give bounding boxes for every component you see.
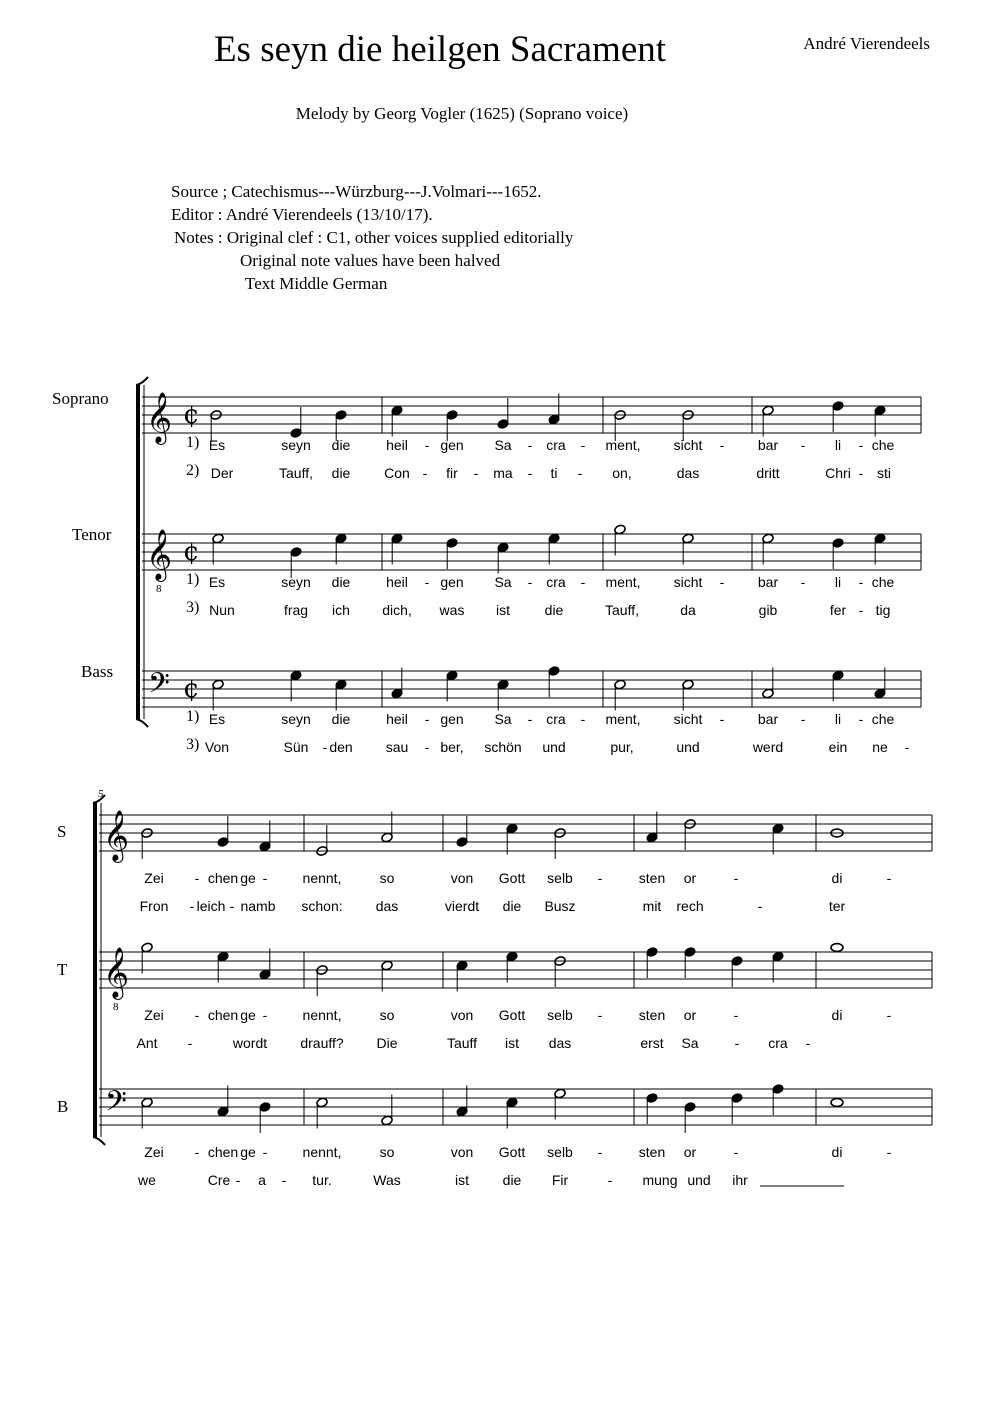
tenor-lyric-2-verse-3: Die [376,1035,398,1051]
tenor-lyric-2-verse-1: nennt, [302,1007,342,1023]
tenor-lyric-2-verse-3: Sa [681,1035,699,1051]
tenor-lyric-2-verse-3: - [734,1035,740,1051]
bass-lyric-verse-3: und [676,739,700,755]
soprano-lyric-verse-2: ma [493,465,513,481]
bass-lyric-verse-1: sicht [673,711,703,727]
soprano-lyric-2-verse-2: - [229,898,235,914]
tenor-lyric-verse-1: seyn [281,574,311,590]
bass-lyric-2-verse-1: selb [547,1144,573,1160]
bass-lyric-verse-3: - [424,739,430,755]
soprano-lyric-2-verse-1: - [194,870,200,886]
soprano-lyric-verse-2: die [331,465,351,481]
bracket-cap-top [136,377,148,385]
tenor-lyric-verse-3: - [858,602,864,618]
soprano-lyric-2-verse-1: ge [240,870,256,886]
bass-lyric-verse-3: pur, [610,739,634,755]
soprano-lyric-2-verse-1: sten [638,870,666,886]
bass-lyric-verse-1: seyn [281,711,311,727]
tenor-2-note [831,944,843,952]
tenor-lyric-2-verse-1: di [831,1007,843,1023]
tenor-lyric-verse-1: die [331,574,351,590]
bass-lyric-2-verse-3: die [502,1172,522,1188]
tenor-lyric-verse-1: - [858,574,864,590]
tenor-lyric-verse-3: dich, [382,602,412,618]
tenor-lyric-verse-3: ist [496,602,510,618]
soprano-lyric-2-verse-1: chen [207,870,239,886]
soprano-lyric-verse-2: ti [550,465,558,481]
soprano-lyric-verse-1: - [800,437,806,453]
soprano-lyric-2-verse-1: selb [547,870,573,886]
bass-lyric-verse-3: den [329,739,353,755]
bass-lyric-verse-1: - [858,711,864,727]
tenor-lyric-2-verse-1: ge [240,1007,256,1023]
soprano-lyric-verse-1: che [871,437,895,453]
voice-label-bass: Bass [81,662,114,681]
subtitle: Melody by Georg Vogler (1625) (Soprano voice) [295,104,629,123]
soprano-lyric-2-verse-2: schon: [301,898,343,914]
info-notes: Notes : Original clef : C1, other voices supplied editorially [174,228,574,247]
soprano-lyric-verse-1: ment, [605,437,641,453]
bass-lyric-2-verse-1: Gott [498,1144,526,1160]
time-signature: ¢ [183,674,200,704]
tenor-lyric-2-verse-1: chen [207,1007,239,1023]
bass-lyric-2-verse-1: - [194,1144,200,1160]
verse-number: 1) [186,571,200,588]
tenor-lyric-verse-1: ment, [605,574,641,590]
tenor-lyric-verse-3: fer [829,602,847,618]
soprano-lyric-verse-1: heil [386,437,408,453]
tenor-lyric-2-verse-1: - [886,1007,892,1023]
bass-lyric-verse-3: und [542,739,566,755]
soprano-lyric-verse-1: sicht [673,437,703,453]
soprano-lyric-2-verse-2: das [375,898,399,914]
tenor-lyric-verse-3: die [544,602,564,618]
bass-clef-icon: 𝄢 [148,667,170,707]
bass-clef-icon: 𝄢 [105,1085,127,1125]
bass-lyric-verse-1: li [834,711,842,727]
bass-lyric-2-verse-1: - [597,1144,603,1160]
bass-lyric-verse-3: Sün [283,739,309,755]
bass-lyric-verse-1: - [719,711,725,727]
soprano-lyric-verse-1: - [580,437,586,453]
bass-lyric-verse-3: schön [484,739,522,755]
soprano-lyric-verse-1: gen [440,437,464,453]
soprano-lyric-2-verse-2: ter [828,898,846,914]
soprano-lyric-verse-2: sti [877,465,891,481]
tenor-lyric-2-verse-3: - [805,1035,811,1051]
soprano-lyric-verse-2: Con [384,465,410,481]
tenor-lyric-verse-3: was [439,602,465,618]
tenor-lyric-verse-3: tig [875,602,891,618]
soprano-lyric-2-verse-1: - [733,870,739,886]
tenor-lyric-2-verse-1: Gott [498,1007,526,1023]
octave-mark: 8 [156,583,162,595]
tenor-lyric-verse-1: li [834,574,842,590]
soprano-lyric-verse-2: Der [210,465,234,481]
bass-lyric-verse-1: cra [546,711,566,727]
soprano-lyric-verse-2: - [577,465,583,481]
tenor-lyric-verse-1: Sa [494,574,512,590]
soprano-lyric-2-verse-2: namb [240,898,276,914]
bass-lyric-verse-1: ment, [605,711,641,727]
soprano-lyric-verse-1: seyn [281,437,311,453]
tenor-lyric-2-verse-1: - [262,1007,268,1023]
soprano-lyric-verse-2: fir [446,465,458,481]
bass-lyric-verse-1: - [424,711,430,727]
soprano-lyric-2-verse-2: rech [676,898,704,914]
soprano-lyric-2-verse-2: Fron [139,898,169,914]
soprano-lyric-verse-1: Sa [494,437,512,453]
treble-clef-icon: 𝄞 [146,529,173,580]
voice-label-s: S [57,822,67,841]
bass-lyric-verse-3: ne [872,739,888,755]
bass-lyric-verse-1: bar [757,711,779,727]
verse-number: 1) [186,434,200,451]
soprano-lyric-2-verse-1: - [262,870,268,886]
bass-lyric-2-verse-1: nennt, [302,1144,342,1160]
soprano-lyric-verse-1: - [424,437,430,453]
info-editor: Editor : André Vierendeels (13/10/17). [171,205,433,224]
bass-lyric-2-verse-3: - [607,1172,613,1188]
bass-lyric-2-verse-3: Cre [207,1172,231,1188]
bass-lyric-verse-1: die [331,711,351,727]
soprano-lyric-verse-1: - [858,437,864,453]
bass-lyric-verse-3: Von [204,739,230,755]
bass-lyric-2-verse-1: or [683,1144,697,1160]
tenor-lyric-2-verse-1: von [450,1007,474,1023]
measure-number: 5 [98,788,104,800]
bass-lyric-2-verse-1: - [733,1144,739,1160]
voice-label-t: T [57,960,68,979]
bass-lyric-verse-3: - [904,739,910,755]
tenor-lyric-2-verse-1: - [733,1007,739,1023]
verse-number: 3) [186,599,200,616]
voice-label-soprano: Soprano [52,389,109,408]
tenor-lyric-verse-1: - [719,574,725,590]
bass-lyric-verse-3: werd [752,739,784,755]
voice-label-b: B [57,1097,69,1116]
tenor-lyric-verse-3: da [680,602,696,618]
tenor-lyric-2-verse-3: wordt [232,1035,268,1051]
bass-lyric-verse-1: heil [386,711,408,727]
tenor-lyric-verse-1: sicht [673,574,703,590]
tenor-lyric-verse-1: Es [208,574,226,590]
time-signature: ¢ [183,537,200,567]
treble-clef-icon: 𝄞 [103,947,130,998]
bracket-cap-top [93,795,105,803]
bass-lyric-2-verse-3: a [258,1172,266,1188]
voice-label-tenor: Tenor [72,525,112,544]
bracket-cap-bottom [136,719,148,727]
tenor-lyric-2-verse-1: sten [638,1007,666,1023]
tenor-lyric-2-verse-1: so [379,1007,395,1023]
soprano-lyric-verse-2: das [676,465,700,481]
bass-lyric-2-verse-1: sten [638,1144,666,1160]
tenor-lyric-verse-1: cra [546,574,566,590]
tenor-lyric-verse-3: Nun [209,602,235,618]
bass-lyric-verse-3: - [322,739,328,755]
bass-lyric-2-verse-1: - [262,1144,268,1160]
soprano-lyric-2-verse-2: mit [642,898,662,914]
bass-lyric-verse-1: gen [440,711,464,727]
bass-lyric-verse-3: ber, [440,739,464,755]
soprano-lyric-verse-2: - [858,465,864,481]
tenor-lyric-2-verse-1: Zei [144,1007,164,1023]
soprano-lyric-verse-2: dritt [756,465,780,481]
tenor-lyric-2-verse-1: - [194,1007,200,1023]
soprano-lyric-verse-1: bar [757,437,779,453]
soprano-lyric-verse-1: Es [208,437,226,453]
soprano-lyric-2-verse-1: Gott [498,870,526,886]
tenor-lyric-2-verse-1: - [597,1007,603,1023]
soprano-lyric-verse-1: li [834,437,842,453]
verse-number: 3) [186,736,200,753]
verse-number: 1) [186,708,200,725]
tenor-lyric-verse-3: ich [332,602,350,618]
soprano-lyric-2-verse-2: - [757,898,763,914]
tenor-lyric-2-verse-3: drauff? [300,1035,344,1051]
bass-lyric-verse-3: sau [385,739,409,755]
soprano-lyric-verse-2: on, [612,465,632,481]
bass-lyric-verse-1: - [527,711,533,727]
soprano-lyric-verse-2: - [473,465,479,481]
soprano-lyric-2-verse-2: - [189,898,195,914]
bass-lyric-2-verse-3: - [235,1172,241,1188]
bass-lyric-2-verse-3: - [281,1172,287,1188]
tenor-lyric-2-verse-3: ist [505,1035,519,1051]
tenor-lyric-2-verse-1: or [683,1007,697,1023]
tenor-lyric-verse-3: gib [758,602,778,618]
bass-lyric-verse-3: ein [828,739,848,755]
tenor-lyric-verse-1: - [580,574,586,590]
bracket-cap-bottom [93,1137,105,1145]
tenor-lyric-2-verse-3: - [187,1035,193,1051]
bass-lyric-2-verse-3: tur. [312,1172,332,1188]
page-title: Es seyn die heilgen Sacrament [213,29,667,70]
soprano-lyric-verse-1: - [527,437,533,453]
bass-lyric-2-verse-1: Zei [144,1144,164,1160]
bass-lyric-verse-1: Es [208,711,226,727]
soprano-lyric-2-verse-2: Busz [544,898,576,914]
soprano-lyric-2-verse-1: - [886,870,892,886]
soprano-lyric-verse-2: Chri [825,465,851,481]
soprano-lyric-verse-1: cra [546,437,566,453]
time-signature: ¢ [183,400,200,430]
verse-number: 2) [186,462,200,479]
bass-lyric-verse-1: che [871,711,895,727]
soprano-lyric-2-verse-1: di [831,870,843,886]
bass-lyric-2-verse-3: Fir [551,1172,569,1188]
soprano-lyric-2-verse-1: nennt, [302,870,342,886]
tenor-lyric-verse-1: - [800,574,806,590]
bass-lyric-verse-1: - [580,711,586,727]
soprano-lyric-2-verse-1: or [683,870,697,886]
info-source: Source ; Catechismus---Würzburg---J.Volmari---1652. [171,182,542,201]
tenor-lyric-verse-1: heil [386,574,408,590]
soprano-lyric-verse-2: - [422,465,428,481]
soprano-lyric-verse-1: - [719,437,725,453]
octave-mark: 8 [113,1001,119,1013]
bass-lyric-verse-1: - [800,711,806,727]
bass-lyric-2-verse-3: Was [373,1172,401,1188]
bass-lyric-2-verse-3: mung [642,1172,678,1188]
tenor-lyric-2-verse-3: erst [640,1035,664,1051]
tenor-lyric-verse-3: frag [283,602,309,618]
bass-lyric-2-verse-1: ge [240,1144,256,1160]
treble-clef-icon: 𝄞 [103,810,130,861]
tenor-lyric-verse-1: gen [440,574,464,590]
bass-lyric-2-verse-1: so [379,1144,395,1160]
tenor-lyric-verse-1: - [527,574,533,590]
bass-lyric-2-verse-3: we [138,1172,156,1188]
tenor-lyric-2-verse-3: das [548,1035,572,1051]
tenor-lyric-verse-3: Tauff, [605,602,639,618]
tenor-lyric-verse-1: che [871,574,895,590]
tenor-lyric-2-verse-3: cra [768,1035,788,1051]
tenor-lyric-2-verse-1: selb [547,1007,573,1023]
soprano-lyric-2-verse-1: Zei [144,870,164,886]
soprano-lyric-2-verse-2: vierdt [444,898,480,914]
tenor-lyric-verse-1: - [424,574,430,590]
bass-lyric-2-verse-1: chen [207,1144,239,1160]
bass-lyric-2-verse-1: - [886,1144,892,1160]
bass-lyric-2-verse-3: ihr [732,1172,748,1188]
soprano-lyric-verse-1: die [331,437,351,453]
soprano-lyric-verse-2: - [527,465,533,481]
bass-lyric-verse-1: Sa [494,711,512,727]
soprano-lyric-2-verse-1: so [379,870,395,886]
treble-clef-icon: 𝄞 [146,392,173,443]
soprano-lyric-2-verse-1: - [597,870,603,886]
bass-2-note [831,1099,843,1107]
bass-lyric-2-verse-3: ist [455,1172,469,1188]
soprano-lyric-2-verse-2: die [502,898,522,914]
tenor-lyric-2-verse-3: Tauff [446,1035,478,1051]
bass-lyric-2-verse-3: und [687,1172,711,1188]
info-notes-3: Text Middle German [245,274,388,293]
tenor-lyric-verse-1: bar [757,574,779,590]
soprano-lyric-verse-2: Tauff, [279,465,313,481]
soprano-lyric-2-verse-2: leich [196,898,226,914]
tenor-lyric-2-verse-3: Ant [136,1035,158,1051]
soprano-lyric-2-verse-1: von [450,870,474,886]
bass-lyric-2-verse-1: di [831,1144,843,1160]
info-notes-2: Original note values have been halved [240,251,501,270]
bass-lyric-2-verse-1: von [450,1144,474,1160]
composer: André Vierendeels [803,34,930,53]
